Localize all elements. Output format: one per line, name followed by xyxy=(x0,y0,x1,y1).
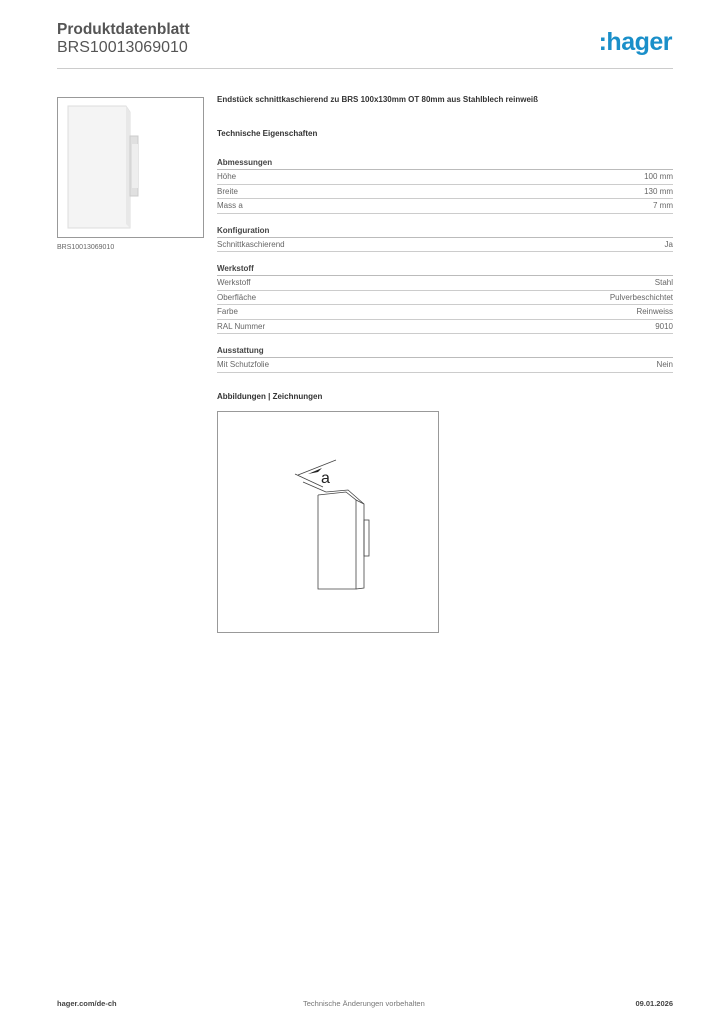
spec-label: Breite xyxy=(217,186,238,196)
spec-row xyxy=(217,185,673,200)
spec-row xyxy=(217,238,673,253)
spec-value: Reinweiss xyxy=(636,307,673,316)
spec-label: Mit Schutzfolie xyxy=(217,360,270,369)
footer-note: Technische Änderungen vorbehalten xyxy=(303,999,425,1008)
product-description: Endstück schnittkaschierend zu BRS 100x130mm OT 80mm aus Stahlblech reinweiß xyxy=(217,95,538,104)
spec-value: Ja xyxy=(664,239,673,249)
spec-label: Mass a xyxy=(217,201,243,210)
section-heading: Ausstattung xyxy=(217,344,673,358)
spec-value: 9010 xyxy=(655,321,673,331)
page-title: Produktdatenblatt xyxy=(57,21,190,38)
spec-row xyxy=(217,170,673,185)
spec-label: Schnittkaschierend xyxy=(217,239,285,249)
tech-heading: Technische Eigenschaften xyxy=(217,129,318,138)
spec-row xyxy=(217,199,673,214)
spec-label: Werkstoff xyxy=(217,278,251,287)
spec-value: 100 mm xyxy=(644,172,673,181)
dimension-label: a xyxy=(321,470,330,487)
spec-label: Farbe xyxy=(217,307,238,316)
spec-value: Nein xyxy=(656,360,673,369)
section-heading: Konfiguration xyxy=(217,224,673,238)
spec-label: Oberfläche xyxy=(217,292,257,302)
product-code: BRS10013069010 xyxy=(57,39,188,56)
spec-row xyxy=(217,291,673,306)
drawings-heading: Abbildungen | Zeichnungen xyxy=(217,391,323,401)
footer-url[interactable]: hager.com/de-ch xyxy=(57,999,117,1008)
spec-value: 130 mm xyxy=(644,186,673,196)
spec-value: Stahl xyxy=(654,278,673,287)
spec-row xyxy=(217,276,673,291)
image-caption: BRS10013069010 xyxy=(57,244,115,251)
spec-value: Pulverbeschichtet xyxy=(609,292,673,302)
product-image xyxy=(57,97,204,238)
footer-date: 09.01.2026 xyxy=(635,999,673,1008)
section-heading: Werkstoff xyxy=(217,262,673,276)
spec-row xyxy=(217,305,673,320)
spec-value: 7 mm xyxy=(653,201,673,210)
header-divider xyxy=(57,68,673,69)
specs-panel xyxy=(217,95,673,406)
spec-label: Höhe xyxy=(217,172,237,181)
spec-label: RAL Nummer xyxy=(217,321,266,331)
spec-row xyxy=(217,358,673,373)
hager-logo: :hager xyxy=(598,28,672,56)
technical-drawing xyxy=(217,411,439,633)
spec-row xyxy=(217,320,673,335)
section-heading: Abmessungen xyxy=(217,156,673,170)
